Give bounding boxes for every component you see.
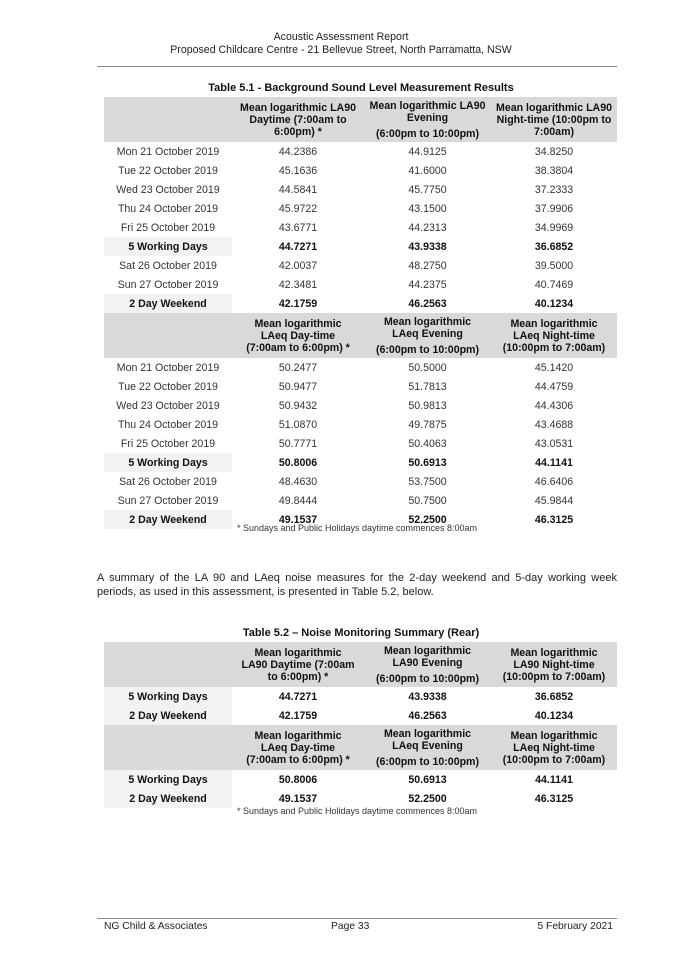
column-header-line: to 6:00pm) *	[267, 671, 329, 684]
value-evening: 52.2500	[408, 513, 447, 526]
value-day: 45.1636	[278, 164, 318, 177]
header-row	[104, 642, 617, 687]
value-evening: 41.6000	[408, 164, 447, 177]
row-label: Thu 24 October 2019	[117, 202, 219, 215]
row-label: 2 Day Weekend	[104, 789, 232, 808]
column-header-line: (10:00pm to 7:00am)	[502, 754, 606, 767]
column-header	[491, 313, 617, 358]
column-header	[491, 642, 617, 687]
value-day: 42.3481	[278, 278, 318, 291]
row-label: Fri 25 October 2019	[120, 221, 216, 234]
row-label: Sun 27 October 2019	[117, 278, 219, 291]
row-label: Thu 24 October 2019	[117, 418, 219, 431]
summary-paragraph: A summary of the LA 90 and LAeq noise measures for the 2-day weekend and 5-day working week periods, as used in this assessment, is presented in Table 5.2, below.	[97, 572, 617, 598]
table-row	[104, 491, 617, 510]
value-night: 44.1141	[535, 773, 573, 786]
value-evening: 48.2750	[408, 259, 447, 272]
column-header-line: LAeq Evening	[392, 740, 463, 753]
value-evening: 43.9338	[408, 240, 447, 253]
value-evening: 43.1500	[408, 202, 447, 215]
column-header-line: Evening	[406, 112, 449, 125]
table-row	[104, 415, 617, 434]
value-day: 44.7271	[278, 690, 318, 703]
row-label: 5 Working Days	[104, 687, 232, 706]
value-evening: 43.9338	[408, 690, 447, 703]
table-row	[104, 199, 617, 218]
header-blank-cell	[104, 313, 232, 358]
value-day: 48.4630	[278, 475, 318, 488]
column-header-line: Mean logarithmic	[510, 646, 598, 659]
value-day: 43.6771	[278, 221, 318, 234]
column-header	[232, 313, 364, 358]
column-header-line: LA90 Evening	[392, 657, 463, 670]
table-row	[104, 161, 617, 180]
summary-row	[104, 770, 617, 789]
value-day: 50.8006	[278, 773, 318, 786]
row-label: 5 Working Days	[104, 453, 232, 472]
row-label: Tue 22 October 2019	[118, 380, 218, 393]
column-header	[232, 642, 364, 687]
footer-company: NG Child & Associates	[104, 921, 208, 932]
value-evening: 50.4063	[408, 437, 447, 450]
value-night: 43.4688	[534, 418, 574, 431]
summary-row	[104, 706, 617, 725]
value-night: 44.4759	[534, 380, 574, 393]
column-header-line: 7:00am)	[533, 126, 575, 139]
column-header-line: Mean logarithmic LA90	[240, 101, 356, 114]
table-row	[104, 434, 617, 453]
column-header-line: 6:00pm) *	[274, 126, 322, 139]
header-blank-cell	[104, 642, 232, 687]
row-label: 2 Day Weekend	[104, 510, 232, 529]
column-header-line: (10:00pm to 7:00am)	[502, 342, 606, 355]
table-row	[104, 472, 617, 491]
value-night: 34.8250	[534, 145, 574, 158]
header-blank-cell	[104, 97, 232, 142]
column-header-line: Mean logarithmic	[254, 729, 342, 742]
value-night: 45.1420	[534, 361, 574, 374]
summary-row	[104, 237, 617, 256]
column-header-line: LAeq Day-time	[260, 741, 336, 754]
value-night: 45.9844	[534, 494, 574, 507]
column-header	[232, 97, 364, 142]
row-label: Fri 25 October 2019	[120, 437, 216, 450]
value-day: 50.9432	[278, 399, 318, 412]
value-night: 44.4306	[534, 399, 574, 412]
column-header-line: LA90 Night-time	[513, 658, 595, 671]
value-day: 44.5841	[278, 183, 318, 196]
column-header-line: (6:00pm to 10:00pm)	[375, 755, 480, 768]
value-evening: 50.5000	[408, 361, 447, 374]
value-day: 49.8444	[278, 494, 318, 507]
value-night: 39.5000	[534, 259, 574, 272]
table-5-2-footnote: * Sundays and Public Holidays daytime commences 8:00am	[236, 806, 478, 816]
header-row	[104, 313, 617, 358]
row-label: 2 Day Weekend	[104, 706, 232, 725]
table-5-1	[104, 97, 617, 529]
value-evening: 50.6913	[408, 456, 447, 469]
header-row	[104, 97, 617, 142]
value-night: 37.2333	[534, 183, 574, 196]
value-day: 50.2477	[278, 361, 318, 374]
table-5-1-footnote: * Sundays and Public Holidays daytime commences 8:00am	[236, 523, 478, 533]
value-night: 46.3125	[534, 513, 574, 526]
table-row	[104, 218, 617, 237]
column-header-line: Mean logarithmic LA90	[496, 101, 612, 114]
row-label: 2 Day Weekend	[104, 294, 232, 313]
column-header-line: Mean logarithmic	[510, 317, 598, 330]
column-header-line: Night-time (10:00pm to	[496, 113, 612, 126]
footer-date: 5 February 2021	[537, 921, 613, 932]
value-night: 46.3125	[534, 792, 574, 805]
summary-row	[104, 453, 617, 472]
value-night: 36.6852	[534, 240, 574, 253]
column-header-line: Mean logarithmic	[383, 728, 472, 741]
column-header-line: (10:00pm to 7:00am)	[502, 671, 606, 684]
column-header-line: (6:00pm to 10:00pm)	[375, 127, 480, 140]
column-header-line: Mean logarithmic	[510, 729, 598, 742]
value-day: 45.9722	[278, 202, 318, 215]
row-label: Tue 22 October 2019	[118, 164, 218, 177]
value-evening: 46.2563	[408, 709, 447, 722]
column-header-line: LAeq Evening	[392, 328, 463, 341]
value-night: 36.6852	[534, 690, 574, 703]
value-night: 43.0531	[534, 437, 574, 450]
value-day: 42.1759	[278, 297, 318, 310]
table-row	[104, 180, 617, 199]
value-night: 34.9969	[534, 221, 574, 234]
value-night: 44.1141	[535, 456, 573, 469]
footer-divider	[97, 918, 617, 919]
row-label: Mon 21 October 2019	[116, 361, 220, 374]
column-header-line: Daytime (7:00am to	[249, 113, 347, 126]
column-header-line: Mean logarithmic	[383, 316, 472, 329]
value-evening: 50.9813	[408, 399, 447, 412]
column-header-line: Mean logarithmic	[383, 645, 472, 658]
value-evening: 44.2375	[408, 278, 447, 291]
value-evening: 50.6913	[408, 773, 447, 786]
row-label: Wed 23 October 2019	[116, 183, 220, 196]
value-day: 42.1759	[278, 709, 318, 722]
table-row	[104, 275, 617, 294]
column-header	[491, 97, 617, 142]
table-5-2-caption: Table 5.2 – Noise Monitoring Summary (Rear)	[242, 627, 480, 639]
value-night: 46.6406	[534, 475, 574, 488]
value-night: 38.3804	[534, 164, 574, 177]
table-5-1-caption: Table 5.1 - Background Sound Level Measurement Results	[208, 82, 514, 94]
value-night: 40.1234	[534, 709, 574, 722]
value-evening: 49.7875	[408, 418, 447, 431]
table-5-2	[104, 642, 617, 808]
row-label: Wed 23 October 2019	[116, 399, 220, 412]
value-day: 44.7271	[278, 240, 318, 253]
column-header	[232, 725, 364, 770]
value-day: 49.1537	[278, 513, 318, 526]
value-night: 40.1234	[534, 297, 574, 310]
value-night: 37.9906	[534, 202, 574, 215]
value-day: 50.7771	[278, 437, 318, 450]
row-label: Sat 26 October 2019	[119, 259, 217, 272]
header-blank-cell	[104, 725, 232, 770]
column-header-line: (6:00pm to 10:00pm)	[375, 672, 480, 685]
value-day: 44.2386	[278, 145, 318, 158]
column-header	[364, 313, 491, 358]
table-row	[104, 256, 617, 275]
header-row	[104, 725, 617, 770]
table-row	[104, 358, 617, 377]
value-day: 42.0037	[278, 259, 318, 272]
column-header	[364, 725, 491, 770]
column-header-line: (7:00am to 6:00pm) *	[246, 754, 350, 767]
column-header-line: Mean logarithmic	[254, 646, 342, 659]
footer-page-number: Page 33	[331, 921, 370, 932]
table-row	[104, 377, 617, 396]
value-evening: 45.7750	[408, 183, 447, 196]
page-header	[0, 31, 682, 57]
column-header-line: (7:00am to 6:00pm) *	[246, 342, 350, 355]
value-day: 50.8006	[278, 456, 318, 469]
row-label: 5 Working Days	[104, 237, 232, 256]
column-header-line: LAeq Day-time	[260, 329, 336, 342]
column-header-line: LAeq Night-time	[513, 741, 595, 754]
report-subtitle: Proposed Childcare Centre - 21 Bellevue Street, North Parramatta, NSW	[170, 44, 512, 56]
column-header	[491, 725, 617, 770]
report-title: Acoustic Assessment Report	[273, 31, 409, 43]
header-divider	[97, 66, 617, 67]
table-row	[104, 142, 617, 161]
column-header	[364, 642, 491, 687]
value-evening: 51.7813	[408, 380, 447, 393]
value-evening: 44.9125	[408, 145, 447, 158]
column-header-line: Mean logarithmic	[254, 317, 342, 330]
value-evening: 50.7500	[408, 494, 447, 507]
column-header-line: LAeq Night-time	[513, 329, 595, 342]
table-row	[104, 396, 617, 415]
row-label: Mon 21 October 2019	[116, 145, 220, 158]
row-label: Sun 27 October 2019	[117, 494, 219, 507]
column-header-line: Mean logarithmic LA90	[369, 100, 486, 113]
value-evening: 52.2500	[408, 792, 447, 805]
row-label: Sat 26 October 2019	[119, 475, 217, 488]
summary-row	[104, 294, 617, 313]
column-header-line: (6:00pm to 10:00pm)	[375, 343, 480, 356]
value-day: 51.0870	[278, 418, 318, 431]
row-label: 5 Working Days	[104, 770, 232, 789]
value-evening: 46.2563	[408, 297, 447, 310]
value-evening: 53.7500	[408, 475, 447, 488]
column-header-line: LA90 Daytime (7:00am	[241, 658, 355, 671]
value-day: 49.1537	[278, 792, 318, 805]
column-header	[364, 97, 491, 142]
value-evening: 44.2313	[408, 221, 447, 234]
summary-row	[104, 687, 617, 706]
value-day: 50.9477	[278, 380, 318, 393]
value-night: 40.7469	[534, 278, 574, 291]
